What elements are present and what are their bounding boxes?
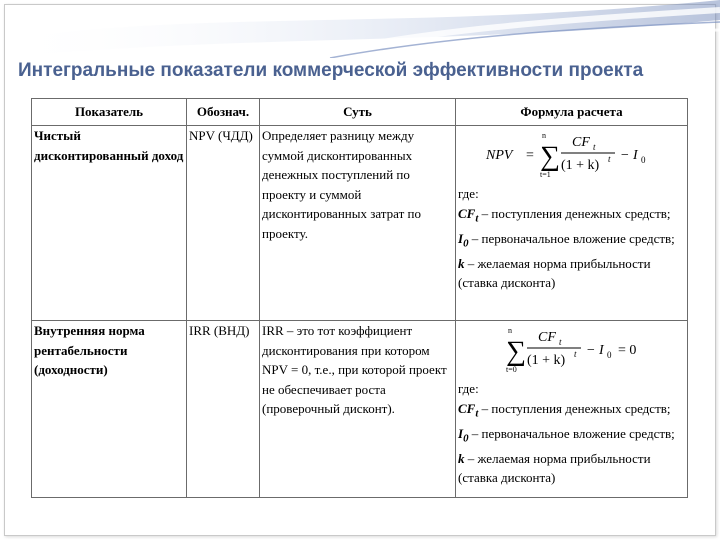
designation-cell: IRR (ВНД): [187, 321, 260, 498]
npv-lhs: NPV: [486, 148, 513, 163]
npv-rest: − I: [620, 148, 638, 163]
sum-icon: ∑: [506, 336, 526, 367]
npv-den-sup: t: [608, 154, 611, 164]
npv-eq: =: [526, 148, 534, 163]
irr-num-sub: t: [559, 337, 562, 347]
essence-cell: Определяет разницу между суммой дисконтированных денежных поступлений по проекту и суммой дисконтированных затрат по проекту.: [260, 126, 456, 321]
table-row-npv: [32, 126, 688, 321]
irr-rest-sub: 0: [607, 350, 612, 360]
essence-cell: IRR – это тот коэффициент дисконтирования при котором NPV = 0, т.е., при которой проект не обеспечивает роста (проверочный дисконт).: [260, 321, 456, 498]
indicator-cell: Внутренняя норма рентабельности (доходности): [32, 321, 187, 498]
irr-den: (1 + k): [527, 353, 566, 368]
indicators-table: [31, 98, 688, 498]
table-header-row: [32, 99, 688, 126]
designation-cell: NPV (ЧДД): [187, 126, 260, 321]
irr-rest: − I: [586, 343, 604, 358]
header-indicator: Показатель: [32, 99, 187, 126]
table-row-irr: [32, 321, 688, 498]
sum-icon: ∑: [540, 141, 560, 172]
npv-upper: n: [542, 131, 546, 140]
irr-num: CF: [538, 330, 556, 345]
formula-cell: [456, 321, 688, 498]
decorative-banner: [0, 0, 720, 58]
npv-lower: t=1: [540, 170, 551, 179]
header-formula: Формула расчета: [456, 99, 688, 126]
npv-num-sub: t: [593, 142, 596, 152]
npv-num: CF: [572, 135, 590, 150]
formula-cell: [456, 126, 688, 321]
legend-k: k – желаемая норма прибыльности (ставка дисконта): [458, 450, 651, 486]
legend-i0: $I_0$ – первоначальное вложение средств;: [458, 230, 675, 250]
indicator-cell: Чистый дисконтированный доход: [32, 126, 187, 321]
irr-upper: n: [508, 326, 512, 335]
legend-cf: $CF_t$ – поступления денежных средств;: [458, 205, 671, 225]
legend-k: k – желаемая норма прибыльности (ставка дисконта): [458, 255, 651, 291]
header-essence: Суть: [260, 99, 456, 126]
irr-lower: t=0: [506, 365, 517, 374]
npv-formula: [458, 126, 685, 184]
irr-formula: [458, 321, 685, 379]
legend-i0: $I_0$ – первоначальное вложение средств;: [458, 425, 675, 445]
where-label: где:: [458, 186, 479, 201]
irr-eq: = 0: [618, 343, 637, 358]
npv-rest-sub: 0: [641, 155, 646, 165]
irr-den-sup: t: [574, 349, 577, 359]
header-designation: Обознач.: [187, 99, 260, 126]
npv-den: (1 + k): [561, 158, 600, 173]
where-label: где:: [458, 381, 479, 396]
legend-cf: $CF_t$ – поступления денежных средств;: [458, 400, 671, 420]
slide-title: Интегральные показатели коммерческой эффективности проекта: [18, 60, 644, 81]
